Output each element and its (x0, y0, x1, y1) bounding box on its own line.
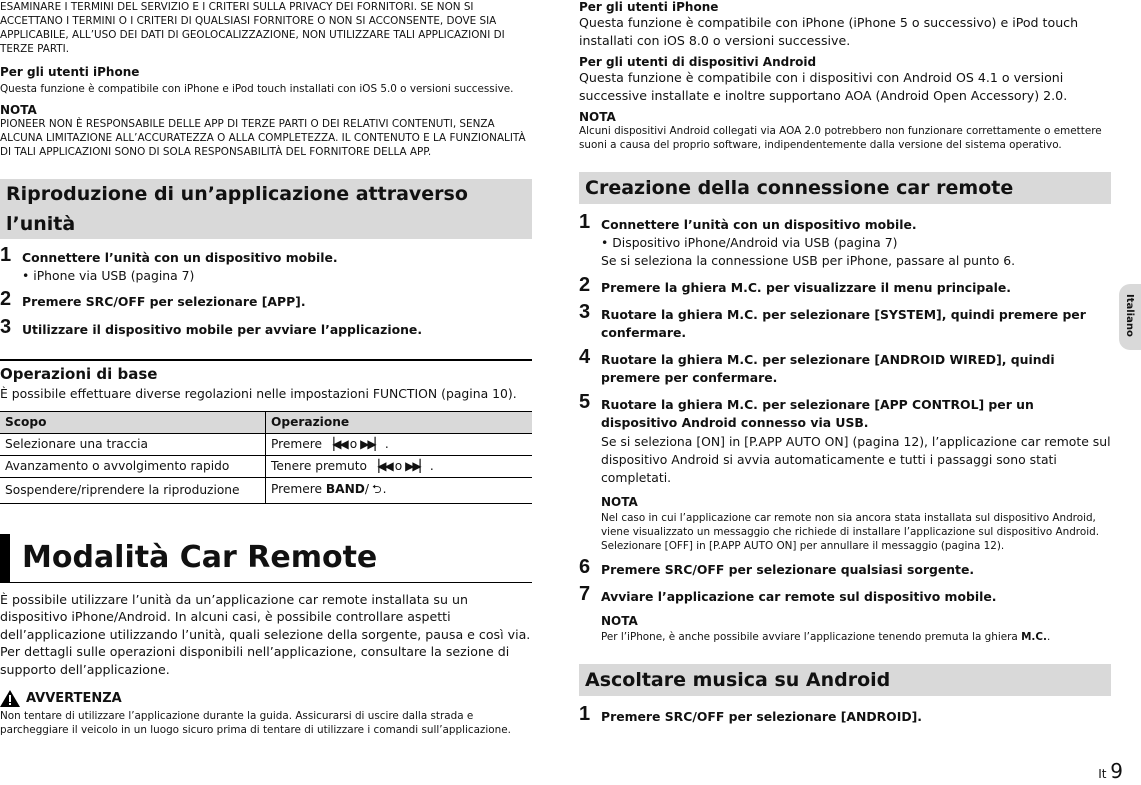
operations-table (0, 411, 532, 504)
nota-heading: NOTA (0, 103, 37, 117)
table-cell: Premere ▕◀◀ o ▶▶▏ . (266, 433, 533, 455)
step-number: 3 (579, 301, 591, 323)
table-cell: Avanzamento o avvolgimento rapido (0, 455, 266, 477)
s3-step-1-text: Premere SRC/OFF per selezionare [ANDROID]. (601, 709, 922, 724)
step-number: 4 (579, 346, 591, 368)
r-iphone-text: Questa funzione è compatibile con iPhone (iPhone 5 o successivo) e iPod touch installati con iOS 8.0 o versioni successive. (579, 15, 1079, 48)
s3-step-1 (579, 703, 1111, 726)
s2-step-1-sub: • Dispositivo iPhone/Android via USB (pagina 7) (601, 234, 1111, 252)
iphone-heading: Per gli utenti iPhone (0, 65, 140, 79)
r-android-text: Questa funzione è compatibile con i dispositivi con Android OS 4.1 o versioni successive installate e inoltre supportano AOA (Android Open Accessory) 2.0. (579, 70, 1068, 103)
s2-step-5-detail: Se si seleziona [ON] in [P.APP AUTO ON] (pagina 12), l’applicazione car remote sul dispositivo Android si avvia automaticamente e tutti i passaggi sono stati completati. (601, 434, 1111, 485)
s2-step-7-text: Avviare l’applicazione car remote sul dispositivo mobile. (601, 589, 997, 604)
step-number: 6 (579, 556, 591, 578)
r-nota-text: Alcuni dispositivi Android collegati via AOA 2.0 potrebbero non funzionare correttamente o emettere suoni a causa del proprio software, indipendentemente dalla versione del sistema operativo. (579, 125, 1102, 151)
table-cell: Selezionare una traccia (0, 433, 266, 455)
car-remote-title: Modalità Car Remote (0, 534, 532, 582)
s1-step-3 (0, 316, 532, 339)
car-remote-text-2: Per dettagli sulle operazioni disponibili nell’applicazione, consultare la sezione di supporto dell’applicazione. (0, 644, 510, 677)
s1-step-1 (0, 244, 532, 285)
s2-step-3 (579, 301, 1111, 342)
s2-step-3-text: Ruotare la ghiera M.C. per selezionare [SYSTEM], quindi premere per confermare. (601, 307, 1086, 340)
back-return-icon: ⮌ (372, 481, 380, 496)
op-text: È possibile effettuare diverse regolazioni nelle impostazioni FUNCTION (pagina 10). (0, 386, 517, 401)
section-title-ascoltare: Ascoltare musica su Android (579, 664, 1111, 696)
s2-step-1 (579, 211, 1111, 270)
s2-step-7 (579, 583, 1111, 644)
s1-step-2-text: Premere SRC/OFF per selezionare [APP]. (22, 294, 306, 309)
car-remote-text-1: È possibile utilizzare l’unità da un’applicazione car remote installata su un dispositivo iPhone/Android. In alcuni casi, è possibile controllare aspetti dell’applicazione utilizzando l’unità, quali selezione della sorgente, pausa e così via. (0, 591, 531, 642)
iphone-text: Questa funzione è compatibile con iPhone e iPod touch installati con iOS 5.0 o versioni successive. (0, 83, 514, 95)
page-lang: It (1098, 767, 1107, 781)
table-header-row (0, 411, 532, 433)
s2-step-5-text: Ruotare la ghiera M.C. per selezionare [APP CONTROL] per un dispositivo Android connesso via USB. (601, 397, 1034, 430)
warning-heading-row (0, 690, 532, 707)
s2-step-7-nota-text: Per l’iPhone, è anche possibile avviare l’applicazione tenendo premuta la ghiera M.C.. (601, 631, 1051, 643)
nota-text: PIONEER NON È RESPONSABILE DELLE APP DI TERZE PARTI O DEI RELATIVI CONTENUTI, SENZA ALCUNA LIMITAZIONE ALL’ACCURATEZZA O ALLA COMPLETEZZA. IL CONTENUTO E LA FUNZIONALITÀ DI TALI APPLICAZIONI SONO DI SOLA RESPONSABILITÀ DEL FORNITORE DELLA APP. (0, 118, 526, 158)
s1-step-1-text: Connettere l’unità con un dispositivo mobile. (22, 250, 338, 265)
table-header: Scopo (0, 411, 266, 433)
step-number: 7 (579, 583, 591, 605)
warning-text: Non tentare di utilizzare l’applicazione durante la guida. Assicurarsi di uscire dalla strada e parcheggiare il veicolo in un luogo sicuro prima di tentare di utilizzare i comandi sull’applicazione. (0, 710, 511, 736)
step-number: 3 (0, 316, 12, 338)
warning-icon (0, 690, 20, 707)
r-android-heading: Per gli utenti di dispositivi Android (579, 55, 817, 69)
table-row (0, 477, 532, 503)
r-iphone-heading: Per gli utenti iPhone (579, 0, 719, 14)
divider (0, 359, 532, 361)
skip-forward-icon: ▶▶▏ (360, 437, 382, 451)
s2-step-4 (579, 346, 1111, 387)
language-side-tab (1119, 284, 1141, 350)
intro-caps-text: ESAMINARE I TERMINI DEL SERVIZIO E I CRITERI SULLA PRIVACY DEI FORNITORI. SE NON SI ACCETTANO I TERMINI O I CRITERI DI QUALSIASI FORNITORE O NON SI ACCONSENTE, DOVE SIA APPLICABILE, ALL’USO DEI DATI DI GEOLOCALIZZAZIONE, NON UTILIZZARE TALI APPLICAZIONI DI TERZE PARTI. (0, 1, 505, 55)
skip-back-icon: ▕◀◀ (370, 459, 392, 473)
right-column (579, 0, 1111, 726)
op-title: Operazioni di base (0, 365, 158, 383)
step-number: 1 (0, 244, 12, 266)
s2-step-4-text: Ruotare la ghiera M.C. per selezionare [ANDROID WIRED], quindi premere per confermare. (601, 352, 1055, 385)
s2-step-7-nota-heading: NOTA (601, 614, 638, 628)
page-number (1098, 759, 1123, 783)
table-row (0, 433, 532, 455)
language-side-tab-label: Italiano (1124, 294, 1135, 337)
step-number: 5 (579, 391, 591, 413)
skip-forward-icon: ▶▶▏ (405, 459, 427, 473)
step-number: 2 (0, 288, 12, 310)
s2-step-2-text: Premere la ghiera M.C. per visualizzare il menu principale. (601, 280, 1011, 295)
s2-step-1-sub2: Se si seleziona la connessione USB per iPhone, passare al punto 6. (601, 253, 1016, 268)
step-number: 1 (579, 211, 591, 233)
table-row (0, 455, 532, 477)
s2-step-2 (579, 274, 1111, 297)
s2-step-6 (579, 556, 1111, 579)
left-column (0, 0, 532, 737)
s2-step-5-nota-text: Nel caso in cui l’applicazione car remote non sia ancora stata installata sul dispositivo Android, viene visualizzato un messaggio che richiede di installare l’applicazione sul dispositivo Android. Selezionare [OFF] in [P.APP AUTO ON] per annullare il messaggio (pagina 12). (601, 512, 1099, 552)
r-nota-heading: NOTA (579, 110, 616, 124)
table-cell: Premere BAND/ ⮌ . (266, 477, 533, 503)
s2-step-5-nota-heading: NOTA (601, 495, 638, 509)
s2-step-1-text: Connettere l’unità con un dispositivo mobile. (601, 217, 917, 232)
table-cell: Tenere premuto ▕◀◀ o ▶▶▏ . (266, 455, 533, 477)
skip-back-icon: ▕◀◀ (325, 437, 347, 451)
step-number: 1 (579, 703, 591, 725)
table-cell: Sospendere/riprendere la riproduzione (0, 477, 266, 503)
s1-step-3-text: Utilizzare il dispositivo mobile per avviare l’applicazione. (22, 322, 423, 337)
step-number: 2 (579, 274, 591, 296)
s2-step-5 (579, 391, 1111, 553)
table-header: Operazione (266, 411, 533, 433)
s1-step-1-sub: • iPhone via USB (pagina 7) (22, 267, 532, 285)
s2-step-6-text: Premere SRC/OFF per selezionare qualsiasi sorgente. (601, 562, 975, 577)
warning-heading: AVVERTENZA (26, 691, 122, 706)
section-title-creazione: Creazione della connessione car remote (579, 172, 1111, 204)
page-num: 9 (1110, 759, 1123, 783)
section-title-riproduzione: Riproduzione di un’applicazione attraverso l’unità (0, 179, 532, 239)
s1-step-2 (0, 288, 532, 311)
divider (0, 582, 532, 583)
